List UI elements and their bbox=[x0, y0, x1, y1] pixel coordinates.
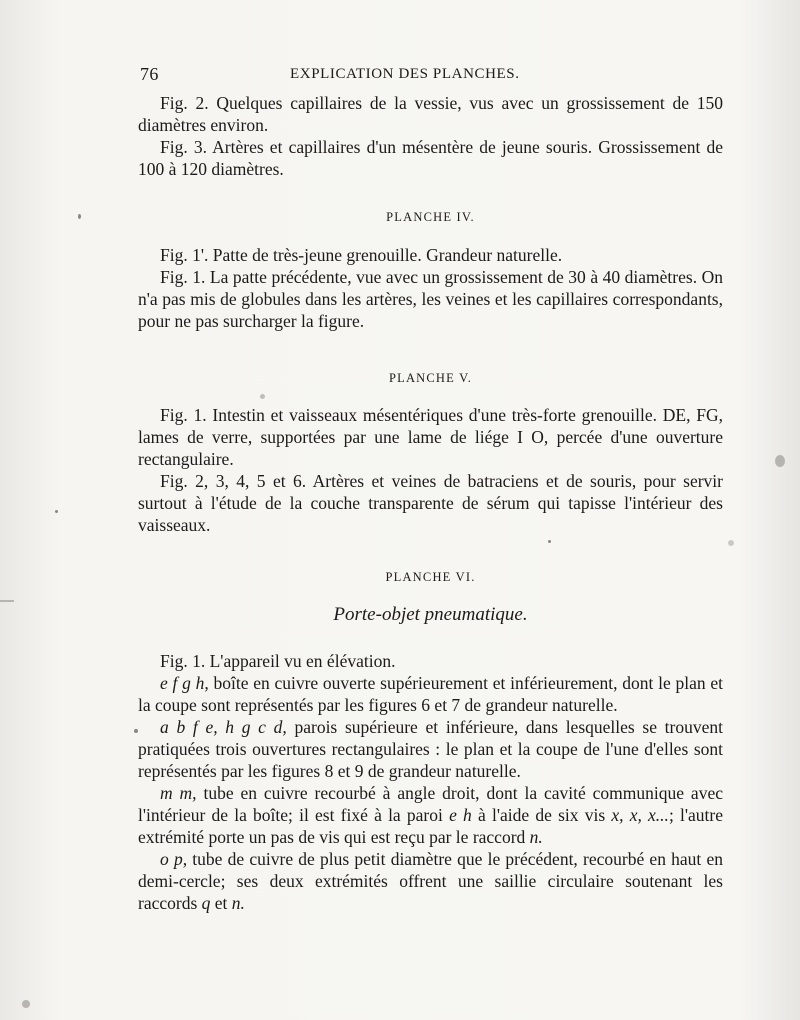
paragraph-appareil: Fig. 1. L'appareil vu en élévation. bbox=[160, 651, 396, 671]
scan-speck bbox=[260, 394, 265, 399]
text-parois: parois supérieure et inférieure, dans lesquelles se trouvent pratiquées trois ouvertures rectangulaires : le plan et la coupe de l'une d'elles sont représentés par les figures 8 et 9 de grandeur naturelle. bbox=[138, 717, 723, 781]
text-tube-b: à l'aide de six vis bbox=[471, 805, 612, 825]
page-header bbox=[140, 64, 720, 88]
text-boite: boîte en cuivre ouverte supérieurement et inférieurement, dont le plan et la coupe sont représentés par les figures 6 et 7 de grandeur naturelle. bbox=[138, 673, 723, 715]
intro-block bbox=[138, 92, 723, 180]
scan-speck bbox=[728, 540, 734, 546]
scan-speck bbox=[134, 729, 138, 733]
text-op-b: et bbox=[210, 893, 232, 913]
paragraph-fig1: Fig. 1. La patte précédente, vue avec un grossissement de 30 à 40 diamètres. On n'a pas mis de globules dans les artères, les veines et les capillaires correspondants, pour ne pas surcharger la figure. bbox=[138, 267, 723, 331]
scan-speck bbox=[55, 510, 58, 513]
scan-speck bbox=[548, 540, 551, 543]
paragraph-arteres: Fig. 2, 3, 4, 5 et 6. Artères et veines de batraciens et de souris, pour servir surtout à l'étude de la couche transparente de sérum qui tapisse l'intérieur des vaisseaux. bbox=[138, 471, 723, 535]
text-tube-a: tube en cuivre recourbé à angle droit, dont la cavité communique avec l'intérieur de la boîte; il est fixé à la paroi bbox=[138, 783, 723, 825]
planche-vi-block bbox=[138, 650, 723, 914]
planche-iv-block bbox=[138, 244, 723, 332]
paragraph-tube-mm bbox=[138, 782, 723, 848]
paragraph-fig2: Fig. 2. Quelques capillaires de la vessie, vus avec un grossissement de 150 diamètres environ. bbox=[138, 93, 723, 135]
planche-vi-title: PLANCHE VI. bbox=[385, 570, 476, 584]
planche-iv-title: PLANCHE IV. bbox=[386, 210, 475, 224]
symbol-xxx: x, x, x... bbox=[611, 805, 669, 825]
scan-edge-mark bbox=[22, 1000, 30, 1008]
planche-vi-subtitle: Porte-objet pneumatique. bbox=[333, 604, 528, 625]
paragraph-parois bbox=[138, 716, 723, 782]
scan-edge-mark bbox=[0, 600, 14, 602]
page-number: 76 bbox=[140, 64, 159, 84]
symbol-op: o p, bbox=[160, 849, 188, 869]
paragraph-boite bbox=[138, 672, 723, 716]
symbol-efgh: e f g h, bbox=[160, 673, 209, 693]
symbol-mm: m m, bbox=[160, 783, 197, 803]
planche-v-block bbox=[138, 404, 723, 536]
scan-speck bbox=[775, 455, 785, 467]
symbol-abfe: a b f e, h g c d, bbox=[160, 717, 287, 737]
paragraph-intestin: Fig. 1. Intestin et vaisseaux mésentériques d'une très-forte grenouille. DE, FG, lames de verre, supportées par une lame de liége I O, percée d'une ouverture rectangulaire. bbox=[138, 405, 723, 469]
paragraph-fig1-prime: Fig. 1'. Patte de très-jeune grenouille. Grandeur naturelle. bbox=[160, 245, 563, 265]
symbol-eh: e h bbox=[449, 805, 472, 825]
text-op-a: tube de cuivre de plus petit diamètre que le précédent, recourbé en haut en demi-cercle; ses deux extrémités offrent une saillie circulaire soutenant les raccords bbox=[138, 849, 723, 913]
running-title: EXPLICATION DES PLANCHES. bbox=[290, 66, 520, 82]
planche-v-title: PLANCHE V. bbox=[388, 371, 473, 385]
scan-speck bbox=[78, 214, 81, 219]
symbol-n2: n. bbox=[231, 893, 245, 913]
symbol-n: n. bbox=[529, 827, 543, 847]
paragraph-tube-op bbox=[138, 848, 723, 914]
symbol-q: q bbox=[201, 893, 211, 913]
paragraph-fig3: Fig. 3. Artères et capillaires d'un mésentère de jeune souris. Grossissement de 100 à 120 diamètres. bbox=[138, 137, 723, 179]
text-tube-c: ; l'autre extrémité porte un pas de vis qui est reçu par le raccord bbox=[138, 805, 723, 847]
